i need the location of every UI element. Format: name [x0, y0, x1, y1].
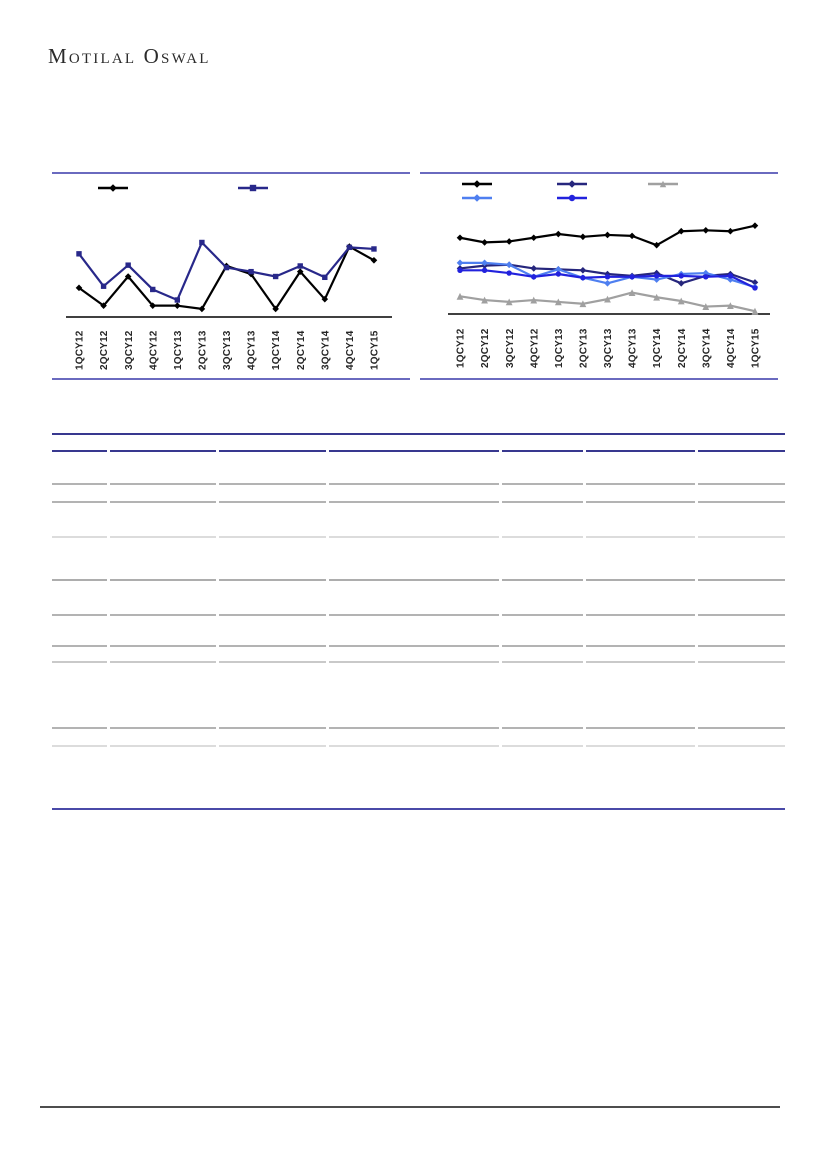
table-skeleton: [52, 433, 785, 810]
x-axis-label: 2QCY12: [480, 328, 492, 368]
x-axis-label: 1QCY14: [652, 328, 664, 368]
x-axis-label: 4QCY14: [344, 330, 356, 370]
point-marker-black-line: [530, 234, 537, 241]
point-marker-blue-line: [556, 271, 561, 276]
point-marker-navy-line: [125, 262, 130, 267]
table-row-line-segment: [52, 450, 107, 452]
point-marker-navy-line: [273, 274, 278, 279]
x-axis-label: 3QCY13: [603, 328, 615, 368]
table-row-line-segment: [502, 483, 583, 485]
point-marker-navy-line: [298, 263, 303, 268]
table-row-line: [52, 745, 785, 747]
chart-left: [52, 174, 410, 378]
table-row-line-segment: [329, 579, 499, 581]
table-row-line-segment: [698, 614, 785, 616]
table-row-line-segment: [110, 501, 216, 503]
x-axis-label: 4QCY13: [246, 330, 258, 370]
table-row-line-segment: [52, 536, 107, 538]
table-row-line-segment: [502, 727, 583, 729]
point-marker-navy-line: [101, 284, 106, 289]
table-row-line-segment: [698, 727, 785, 729]
point-marker-blue-line: [531, 274, 536, 279]
table-row-line-segment: [110, 745, 216, 747]
table-row-line-segment: [219, 450, 326, 452]
table-row-line-segment: [586, 661, 695, 663]
table-row-line-segment: [110, 536, 216, 538]
point-marker-black-line: [629, 233, 636, 240]
table-row-line-segment: [52, 727, 107, 729]
x-axis-label: 1QCY13: [553, 328, 565, 368]
point-marker-navy-line: [76, 251, 81, 256]
x-axis-label: 1QCY13: [172, 330, 184, 370]
point-marker-navy-line: [322, 275, 327, 280]
point-marker-black-line: [457, 234, 464, 241]
x-axis-label: 3QCY14: [320, 330, 332, 370]
point-marker-black-line: [703, 227, 710, 234]
table-row-line-segment: [502, 579, 583, 581]
x-axis-label: 1QCY15: [369, 330, 381, 370]
table-row-line-segment: [52, 501, 107, 503]
table-row-line-segment: [698, 501, 785, 503]
table-row-line-segment: [329, 745, 499, 747]
point-marker-navy-line: [580, 267, 587, 274]
table-row-line-segment: [698, 536, 785, 538]
point-marker-black-line: [174, 302, 181, 309]
table-row-line-segment: [329, 661, 499, 663]
point-marker-black-line: [481, 239, 488, 246]
legend-marker-black-line: [109, 184, 117, 192]
table-row-line: [52, 536, 785, 538]
legend-marker-black-line: [473, 180, 481, 188]
table-row-line-segment: [586, 501, 695, 503]
chart-left-block: [52, 172, 410, 378]
point-marker-navy-line: [150, 287, 155, 292]
point-marker-blue-line: [752, 285, 757, 290]
footer-rule: [40, 1106, 780, 1108]
legend-marker-navy-line: [250, 185, 256, 191]
chart-right-bottom-rule: [420, 378, 778, 380]
point-marker-blue-line: [728, 273, 733, 278]
point-marker-navy-line: [175, 297, 180, 302]
table-row-line-segment: [502, 450, 583, 452]
table-row-line-segment: [219, 501, 326, 503]
point-marker-blue-line: [506, 270, 511, 275]
point-marker-navy-line: [224, 265, 229, 270]
table-row-line-segment: [502, 661, 583, 663]
table-row-line: [52, 614, 785, 616]
table-row-line-segment: [698, 483, 785, 485]
table-row-line-segment: [329, 536, 499, 538]
table-row-line-segment: [219, 536, 326, 538]
x-axis-label: 3QCY12: [123, 330, 135, 370]
table-row-line-segment: [586, 645, 695, 647]
table-row-line-segment: [329, 727, 499, 729]
chart-left-bottom-rule: [52, 378, 410, 380]
table-row-line-segment: [698, 661, 785, 663]
table-row-line-segment: [698, 745, 785, 747]
table-row-line: [52, 450, 785, 452]
point-marker-black-line: [506, 238, 513, 245]
x-axis-label: 4QCY14: [725, 328, 737, 368]
table-row-line-segment: [329, 645, 499, 647]
table-row-line-segment: [52, 661, 107, 663]
table-row-line-segment: [329, 501, 499, 503]
point-marker-black-line: [555, 231, 562, 238]
table-row-line-segment: [110, 645, 216, 647]
point-marker-navy-line: [678, 280, 685, 287]
table-row-line-segment: [502, 501, 583, 503]
table-row-line-segment: [219, 483, 326, 485]
point-marker-blue-line: [457, 268, 462, 273]
point-marker-black-line: [580, 234, 587, 241]
table-row-line-segment: [219, 661, 326, 663]
x-axis-label: 2QCY13: [197, 330, 209, 370]
table-row-line-segment: [502, 536, 583, 538]
x-axis-label: 3QCY14: [701, 328, 713, 368]
x-axis-label: 4QCY12: [148, 330, 160, 370]
point-marker-navy-line: [199, 240, 204, 245]
legend-marker-lightblue-line: [473, 194, 481, 202]
table-row-line-segment: [502, 614, 583, 616]
table-row-line-segment: [52, 745, 107, 747]
point-marker-blue-line: [629, 274, 634, 279]
point-marker-blue-line: [679, 273, 684, 278]
x-axis-label: 2QCY14: [295, 330, 307, 370]
table-row-line: [52, 645, 785, 647]
x-axis-label: 4QCY12: [529, 328, 541, 368]
point-marker-lightblue-line: [457, 260, 464, 267]
table-row-line-segment: [219, 727, 326, 729]
point-marker-navy-line: [347, 245, 352, 250]
table-row-line: [52, 727, 785, 729]
table-row-line-segment: [698, 450, 785, 452]
x-axis-label: 1QCY12: [455, 328, 467, 368]
table-row-line-segment: [502, 645, 583, 647]
table-row-line: [52, 501, 785, 503]
x-axis-label: 4QCY13: [627, 328, 639, 368]
x-axis-label: 3QCY12: [504, 328, 516, 368]
table-row-line-segment: [586, 727, 695, 729]
table-row-line-segment: [52, 645, 107, 647]
point-marker-black-line: [727, 228, 734, 235]
table-row-line-segment: [586, 450, 695, 452]
table-row-line-segment: [586, 614, 695, 616]
point-marker-blue-line: [482, 268, 487, 273]
point-marker-blue-line: [605, 274, 610, 279]
point-marker-black-line: [752, 222, 759, 229]
table-row-line-segment: [219, 645, 326, 647]
table-row-line-segment: [110, 614, 216, 616]
x-axis-label: 2QCY14: [676, 328, 688, 368]
table-row-line-segment: [586, 536, 695, 538]
table-row-line-segment: [586, 579, 695, 581]
point-marker-blue-line: [703, 274, 708, 279]
table-row-line-segment: [329, 450, 499, 452]
point-marker-navy-line: [371, 246, 376, 251]
table-row-line-segment: [52, 483, 107, 485]
point-marker-blue-line: [654, 273, 659, 278]
x-axis-label: 1QCY12: [74, 330, 86, 370]
table-row-line-segment: [329, 614, 499, 616]
table-row-line-segment: [52, 579, 107, 581]
table-row-line: [52, 661, 785, 663]
x-axis-label: 2QCY13: [578, 328, 590, 368]
chart-right-block: [420, 172, 778, 378]
table-row-line-segment: [698, 579, 785, 581]
point-marker-lightblue-line: [604, 280, 611, 287]
table-row-line-segment: [329, 483, 499, 485]
table-row-line-segment: [698, 645, 785, 647]
table-row-line-segment: [219, 745, 326, 747]
table-row-line-segment: [110, 483, 216, 485]
point-marker-blue-line: [580, 275, 585, 280]
table-row-line-segment: [586, 745, 695, 747]
table-row-line-segment: [110, 579, 216, 581]
table-row-line-segment: [110, 727, 216, 729]
table-row-line-segment: [219, 579, 326, 581]
x-axis-label: 1QCY15: [750, 328, 762, 368]
table-row-line-segment: [586, 483, 695, 485]
x-axis-label: 2QCY12: [99, 330, 111, 370]
table-row-line-segment: [219, 614, 326, 616]
table-row-line-segment: [52, 614, 107, 616]
table-row-line-segment: [110, 450, 216, 452]
x-axis-label: 3QCY13: [222, 330, 234, 370]
point-marker-navy-line: [248, 269, 253, 274]
legend-marker-navy-line: [568, 180, 576, 188]
chart-right: [420, 174, 778, 378]
motilal-oswal-logo: Motilal Oswal: [48, 44, 211, 68]
x-axis-label: 1QCY14: [271, 330, 283, 370]
table-row-line-segment: [110, 661, 216, 663]
series-black-line: [79, 247, 374, 309]
table-row-line-segment: [502, 745, 583, 747]
table-row-line: [52, 483, 785, 485]
point-marker-navy-line: [530, 265, 537, 272]
point-marker-black-line: [604, 232, 611, 239]
series-navy-line: [79, 242, 374, 300]
legend-marker-blue-line: [569, 195, 575, 201]
table-row-line: [52, 579, 785, 581]
